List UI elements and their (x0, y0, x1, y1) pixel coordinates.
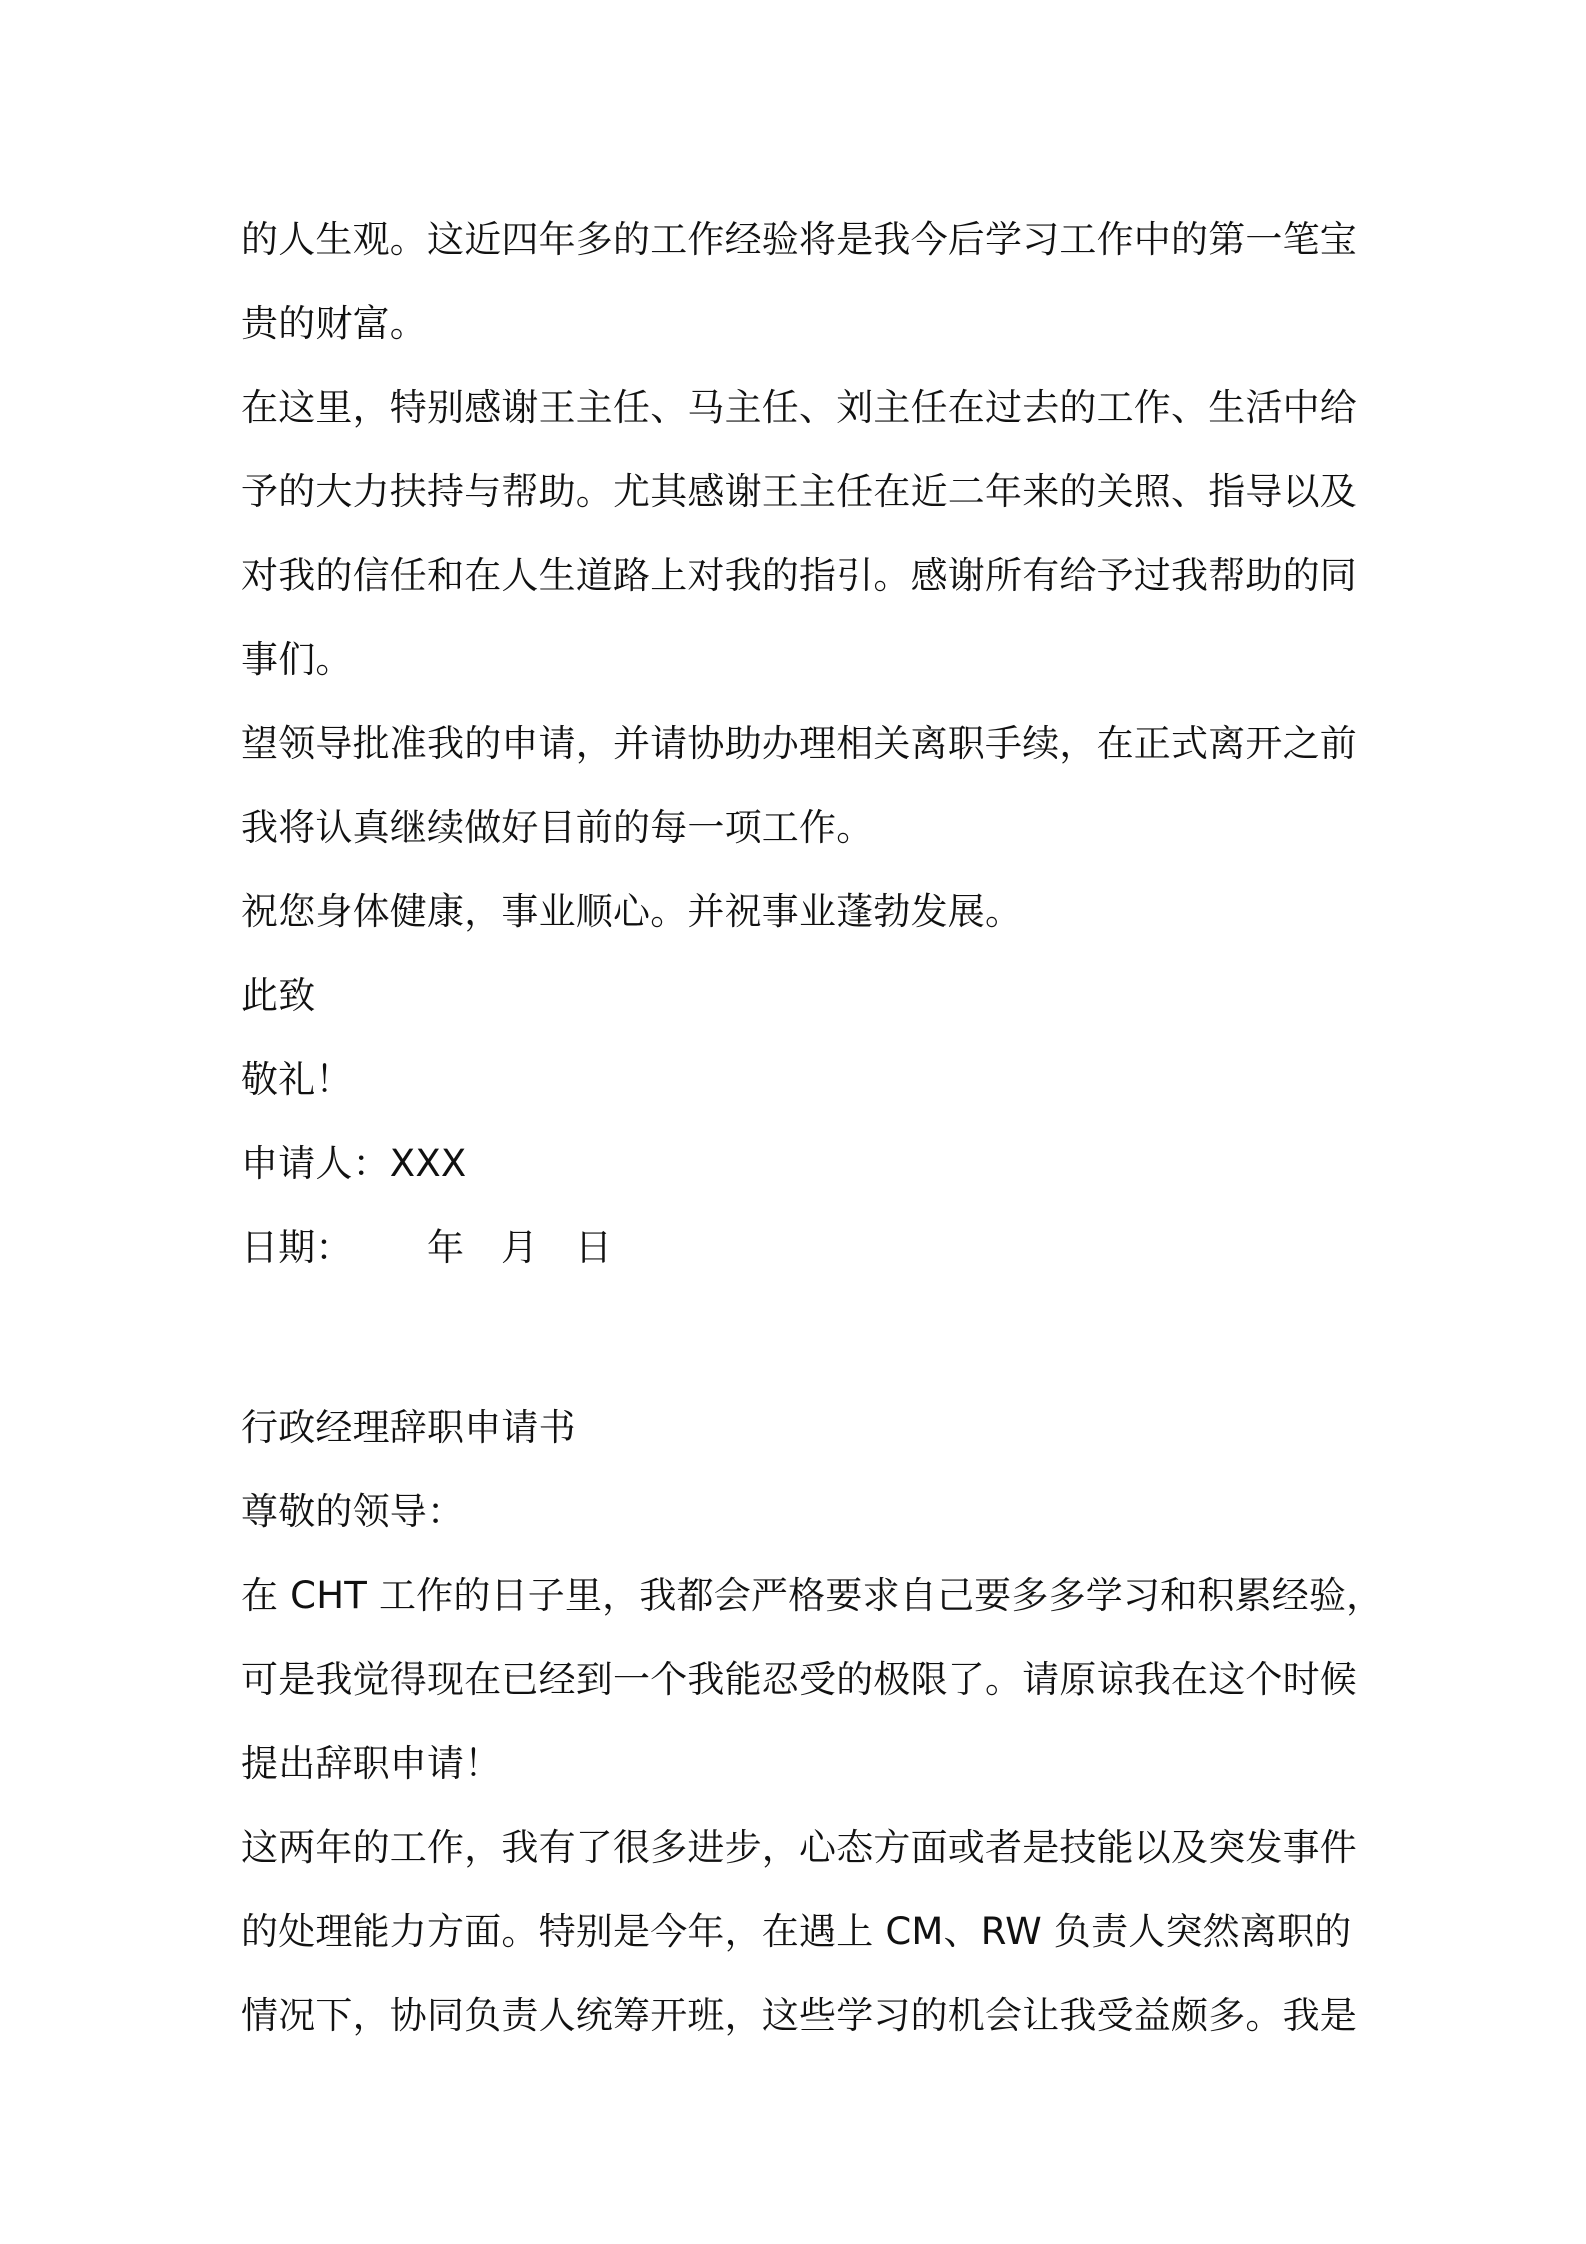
date-year: 年 (427, 1226, 465, 1269)
date-label: 日期： (241, 1226, 353, 1269)
date-month: 月 (501, 1226, 539, 1269)
paragraph-line: 贵的财富。 (241, 302, 427, 345)
paragraph-line: 的处理能力方面。特别是今年，在遇上 CM、RW 负责人突然离职的 (241, 1910, 1352, 1953)
date-line (241, 1206, 1371, 1290)
paragraph-line: 的人生观。这近四年多的工作经验将是我今后学习工作中的第一笔宝 (241, 218, 1357, 261)
applicant-line: 申请人：XXX (241, 1142, 467, 1185)
paragraph-line: 在这里，特别感谢王主任、马主任、刘主任在过去的工作、生活中给 (241, 386, 1357, 429)
paragraph-line: 可是我觉得现在已经到一个我能忍受的极限了。请原谅我在这个时候 (241, 1658, 1357, 1701)
salutation-line: 敬礼！ (241, 1058, 353, 1101)
paragraph-line: 在 CHT 工作的日子里，我都会严格要求自己要多多学习和积累经验， (241, 1574, 1384, 1617)
paragraph-line: 对我的信任和在人生道路上对我的指引。感谢所有给予过我帮助的同 (241, 554, 1357, 597)
paragraph-line: 望领导批准我的申请，并请协助办理相关离职手续，在正式离开之前 (241, 722, 1357, 765)
paragraph-line: 事们。 (241, 638, 353, 681)
closing-line: 此致 (241, 974, 316, 1017)
paragraph-line: 情况下，协同负责人统筹开班，这些学习的机会让我受益颇多。我是 (241, 1994, 1357, 2037)
paragraph-line: 祝您身体健康，事业顺心。并祝事业蓬勃发展。 (241, 890, 1023, 933)
paragraph-line: 这两年的工作，我有了很多进步，心态方面或者是技能以及突发事件 (241, 1826, 1357, 1869)
letter-greeting: 尊敬的领导： (241, 1490, 465, 1533)
letter-title: 行政经理辞职申请书 (241, 1406, 576, 1449)
document-body (241, 198, 1384, 2058)
date-day: 日 (575, 1226, 613, 1269)
paragraph-line: 提出辞职申请！ (241, 1742, 502, 1785)
section-gap (241, 1290, 1371, 1386)
paragraph-line: 予的大力扶持与帮助。尤其感谢王主任在近二年来的关照、指导以及 (241, 470, 1357, 513)
paragraph-line: 我将认真继续做好目前的每一项工作。 (241, 806, 874, 849)
